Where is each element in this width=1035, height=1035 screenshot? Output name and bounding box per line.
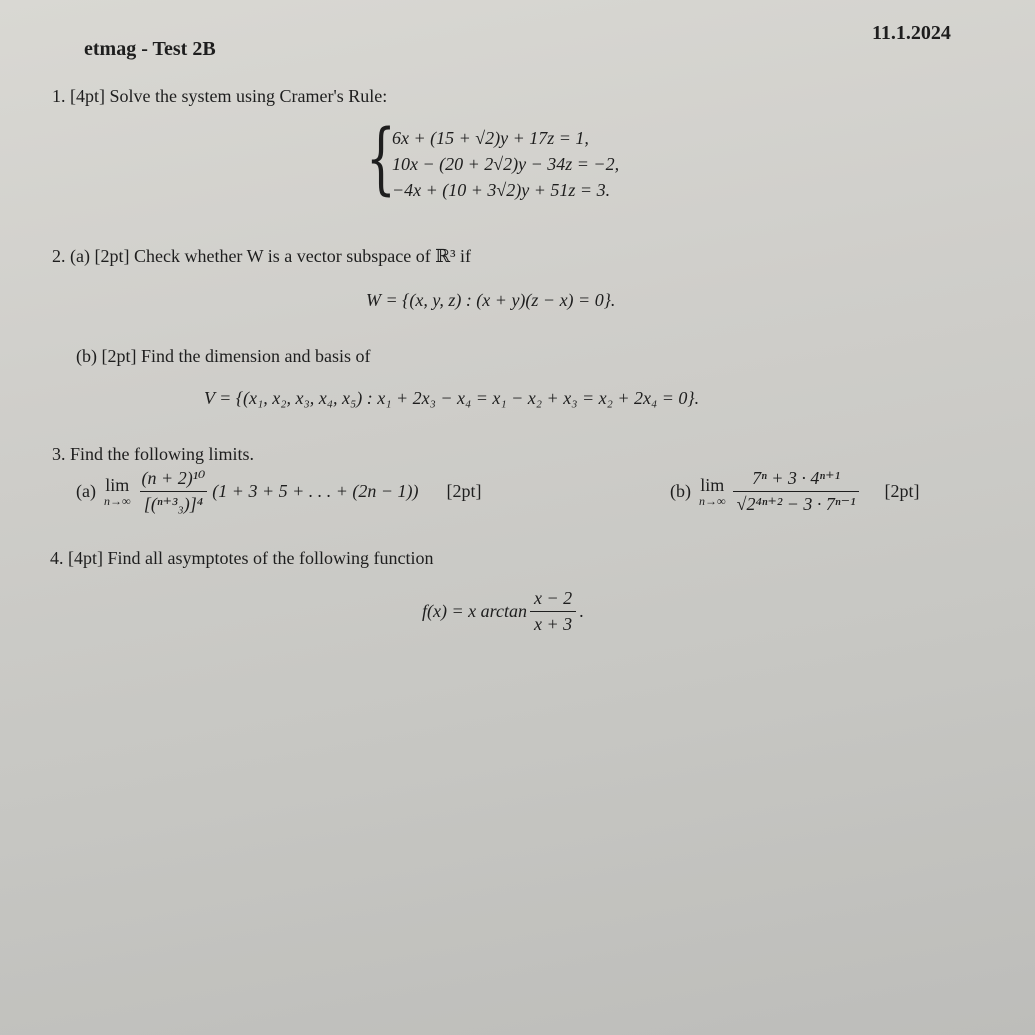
question-3a-prefix: (a) (76, 481, 96, 501)
fraction-3a (138, 468, 210, 515)
fraction-numerator: x − 2 (533, 588, 573, 608)
limit-subscript: n→∞ (103, 493, 131, 508)
question-3-label: 3. Find the following limits. (52, 444, 255, 464)
function-fraction (530, 588, 576, 635)
question-3a-expression (76, 468, 482, 515)
question-4-function (422, 588, 584, 635)
function-lhs: f(x) = x arctan (422, 601, 527, 621)
equation-2: 10x − (20 + 2√2)y − 34z = −2, (392, 154, 620, 174)
limit-word: lim (105, 474, 130, 495)
limit-operator (699, 475, 726, 509)
limit-subscript: n→∞ (699, 493, 726, 508)
question-3b-points: [2pt] (884, 481, 920, 501)
question-2b-label: (b) [2pt] Find the dimension and basis of (76, 346, 371, 366)
question-1-label: 1. [4pt] Solve the system using Cramer's Rule: (52, 86, 388, 106)
fraction-denominator: [(ⁿ⁺³₃)]⁴ (140, 491, 207, 515)
question-2b-formula: V = {(x₁, x₂, x₃, x₄, x₅) : x₁ + 2x₃ − x₄ = x₁ − x₂ + x₃ = x₂ + 2x₄ = 0}. (204, 388, 700, 408)
question-3a-points: [2pt] (446, 481, 482, 501)
function-period: . (579, 601, 584, 621)
system-equations (392, 125, 619, 203)
fraction-numerator: (n + 2)¹⁰ (141, 468, 206, 488)
exam-title: etmag - Test 2B (84, 38, 216, 60)
fraction-denominator: x + 3 (530, 611, 576, 635)
question-2a-formula: W = {(x, y, z) : (x + y)(z − x) = 0}. (366, 290, 616, 310)
limit-word: lim (700, 474, 725, 495)
question-3b-prefix: (b) (670, 481, 691, 501)
question-3a-sum: (1 + 3 + 5 + . . . + (2n − 1)) (212, 481, 419, 501)
question-3b-expression (670, 468, 919, 515)
equation-1: 6x + (15 + √2)y + 17z = 1, (392, 128, 589, 148)
fraction-denominator: √2⁴ⁿ⁺² − 3 · 7ⁿ⁻¹ (733, 491, 860, 515)
question-2a-label: 2. (a) [2pt] Check whether W is a vector subspace of ℝ³ if (52, 246, 472, 266)
fraction-numerator: 7ⁿ + 3 · 4ⁿ⁺¹ (752, 468, 840, 488)
fraction-3b (733, 468, 860, 515)
question-4-label: 4. [4pt] Find all asymptotes of the following function (50, 548, 434, 568)
left-brace-icon: { (366, 114, 396, 204)
limit-operator (104, 475, 131, 509)
exam-date: 11.1.2024 (872, 22, 951, 44)
equation-3: −4x + (10 + 3√2)y + 51z = 3. (392, 180, 611, 200)
